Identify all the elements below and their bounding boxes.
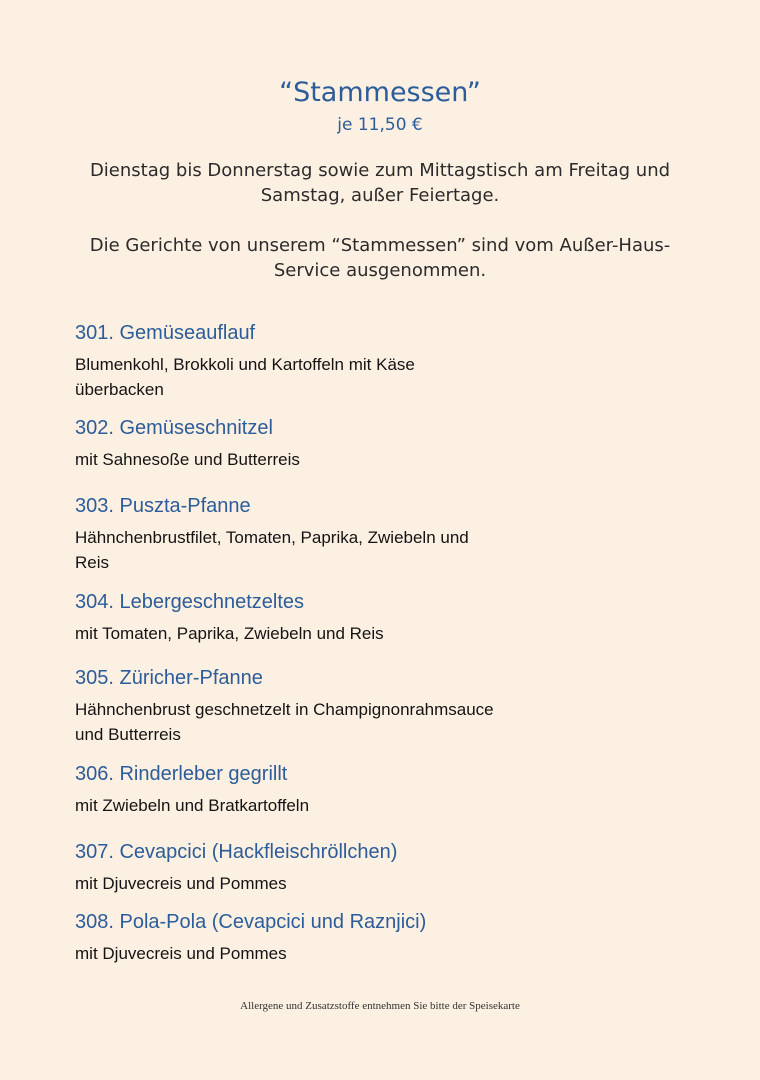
menu-item-title: 306. Rinderleber gegrillt <box>75 763 288 785</box>
menu-item-title: 305. Züricher-Pfanne <box>75 667 263 689</box>
menu-item-301 <box>75 320 495 402</box>
menu-item-description: Hähnchenbrustfilet, Tomaten, Paprika, Zwiebeln und Reis <box>75 528 469 572</box>
menu-item-title: 302. Gemüseschnitzel <box>75 417 273 439</box>
menu-item-description: mit Djuvecreis und Pommes <box>75 944 287 963</box>
menu-title: “Stammessen” <box>279 77 481 108</box>
menu-item-308 <box>75 909 495 966</box>
menu-item-title: 301. Gemüseauflauf <box>75 322 256 344</box>
menu-item-title: 307. Cevapcici (Hackfleischröllchen) <box>75 841 398 863</box>
menu-item-description: mit Zwiebeln und Bratkartoffeln <box>75 796 310 815</box>
menu-item-description: mit Tomaten, Paprika, Zwiebeln und Reis <box>75 624 384 643</box>
menu-item-title: 304. Lebergeschnetzeltes <box>75 591 305 613</box>
menu-item-302 <box>75 415 495 472</box>
menu-item-304 <box>75 589 495 646</box>
menu-item-305 <box>75 665 495 747</box>
menu-item-307 <box>75 839 495 896</box>
allergen-note: Allergene und Zusatzstoffe entnehmen Sie bitte der Speisekarte <box>240 1000 520 1012</box>
menu-item-description: mit Djuvecreis und Pommes <box>75 874 287 893</box>
menu-item-description: Blumenkohl, Brokkoli und Kartoffeln mit Käse überbacken <box>75 355 415 399</box>
intro-availability: Dienstag bis Donnerstag sowie zum Mittagstisch am Freitag und Samstag, außer Feiertage. <box>89 160 671 206</box>
menu-item-306 <box>75 761 495 818</box>
menu-item-title: 308. Pola-Pola (Cevapcici und Raznjici) <box>75 911 427 933</box>
menu-price: je 11,50 € <box>337 115 423 135</box>
menu-item-description: mit Sahnesoße und Butterreis <box>75 450 300 469</box>
menu-item-description: Hähnchenbrust geschnetzelt in Champignonrahmsauce und Butterreis <box>75 700 494 744</box>
menu-header <box>0 76 760 136</box>
menu-item-title: 303. Puszta-Pfanne <box>75 495 251 517</box>
intro-takeaway-note: Die Gerichte von unserem “Stammessen” sind vom Außer-Haus-Service ausgenommen. <box>89 235 671 281</box>
menu-item-303 <box>75 493 495 575</box>
